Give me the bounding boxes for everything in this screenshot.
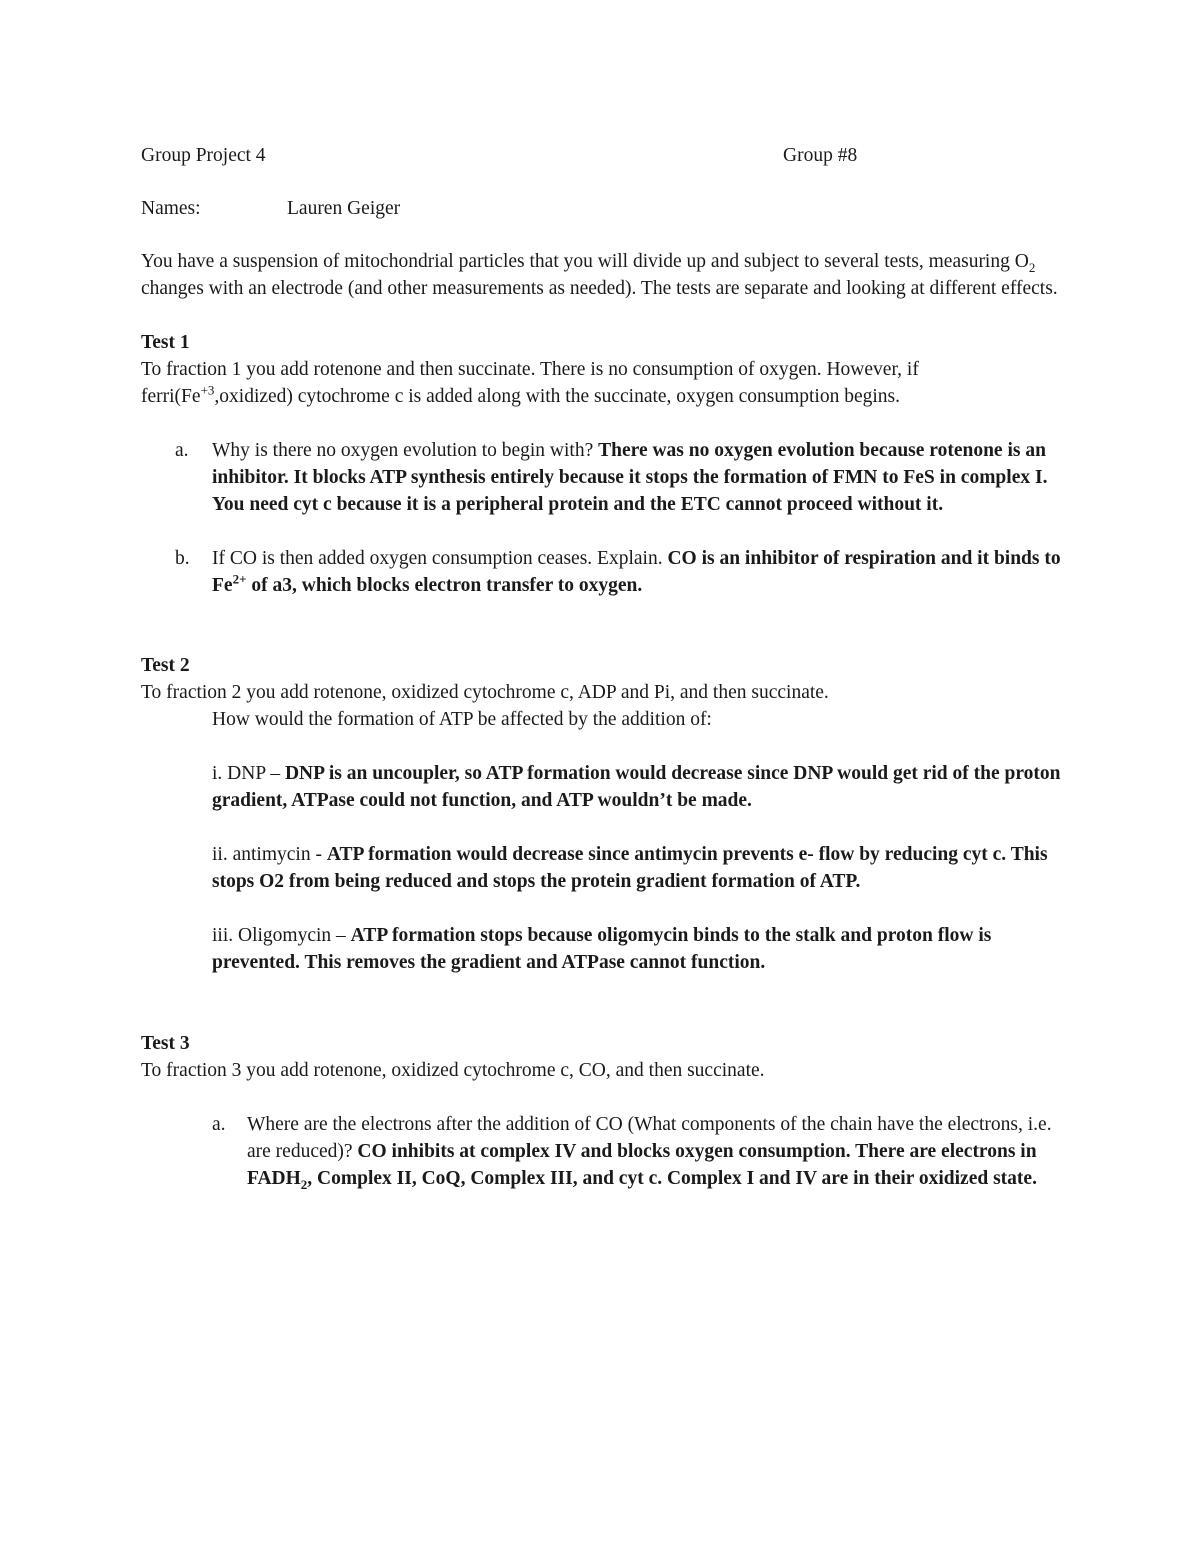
- test3-description: To fraction 3 you add rotenone, oxidized cytochrome c, CO, and then succinate.: [141, 1060, 765, 1081]
- names-value: Lauren Geiger: [287, 198, 401, 219]
- answer-text: There was no oxygen evolution because rotenone is an inhibitor. It blocks ATP synthesis entirely because it stops the formation of FMN to FeS in complex I. You need cyt c because it is a peripheral protein and the ETC cannot proceed without it.: [212, 440, 1048, 515]
- document-header: [141, 142, 1071, 169]
- test2-title: Test 2: [141, 655, 190, 676]
- answer-text-cont: , Complex II, CoQ, Complex III, and cyt c. Complex I and IV are in their oxidized state.: [307, 1168, 1037, 1189]
- test1-question-b: [141, 545, 1071, 599]
- item-answer: DNP is an uncoupler, so ATP formation would decrease since DNP would get rid of the proton gradient, ATPase could not function, and ATP wouldn’t be made.: [212, 763, 1061, 811]
- group-number: Group #8: [783, 145, 858, 166]
- project-title: Group Project 4: [141, 145, 266, 166]
- item-answer: ATP formation stops because oligomycin binds to the stalk and proton flow is prevented. This removes the gradient and ATPase cannot function.: [212, 925, 992, 973]
- test2-prompt: How would the formation of ATP be affected by the addition of:: [212, 709, 712, 730]
- item-lead: i. DNP –: [212, 763, 285, 784]
- names-label: Names:: [141, 198, 201, 219]
- item-lead: iii. Oligomycin –: [212, 925, 351, 946]
- test2-item-oligomycin: [141, 922, 1071, 976]
- test1-superscript: +3: [200, 382, 215, 398]
- question-text: Where are the electrons after the addition of CO (What components of the chain have the electrons, i.e. are reduced)?: [247, 1114, 1052, 1162]
- intro-paragraph: [141, 248, 1071, 302]
- item-lead: ii. antimycin -: [212, 844, 327, 865]
- test3-title: Test 3: [141, 1033, 190, 1054]
- answer-text: CO inhibits at complex IV and blocks oxygen consumption. There are electrons in FADH: [247, 1141, 1037, 1189]
- answer-superscript: 2+: [232, 571, 247, 587]
- question-label: b.: [175, 548, 190, 569]
- intro-text: You have a suspension of mitochondrial particles that you will divide up and subject to several tests, measuring O: [141, 251, 1029, 272]
- test1-question-a: [141, 437, 1071, 518]
- test3-question-a: [141, 1111, 1071, 1192]
- test1-desc-text: To fraction 1 you add rotenone and then succinate. There is no consumption of oxygen. However, if ferri(Fe: [141, 359, 919, 407]
- question-label: a.: [212, 1114, 226, 1135]
- names-line: [141, 195, 1071, 222]
- item-answer: ATP formation would decrease since antimycin prevents e- flow by reducing cyt c. This stops O2 from being reduced and stops the protein gradient formation of ATP.: [212, 844, 1048, 892]
- test2-item-antimycin: [141, 841, 1071, 895]
- document-page: [141, 142, 1071, 1192]
- answer-subscript: 2: [300, 1176, 308, 1192]
- test1-title: Test 1: [141, 332, 190, 353]
- test1-description: [141, 356, 1071, 410]
- test2-description: To fraction 2 you add rotenone, oxidized cytochrome c, ADP and Pi, and then succinate.: [141, 682, 829, 703]
- question-label: a.: [175, 440, 189, 461]
- answer-text-cont: of a3, which blocks electron transfer to oxygen.: [246, 575, 643, 596]
- test2-item-dnp: [141, 760, 1071, 814]
- question-text: If CO is then added oxygen consumption ceases. Explain.: [212, 548, 668, 569]
- question-text: Why is there no oxygen evolution to begin with?: [212, 440, 599, 461]
- intro-text-cont: changes with an electrode (and other measurements as needed). The tests are separate and looking at different effects.: [141, 278, 1058, 299]
- test1-desc-text-cont: ,oxidized) cytochrome c is added along with the succinate, oxygen consumption begins.: [214, 386, 900, 407]
- intro-subscript: 2: [1028, 259, 1036, 275]
- answer-text: CO is an inhibitor of respiration and it binds to Fe: [212, 548, 1061, 596]
